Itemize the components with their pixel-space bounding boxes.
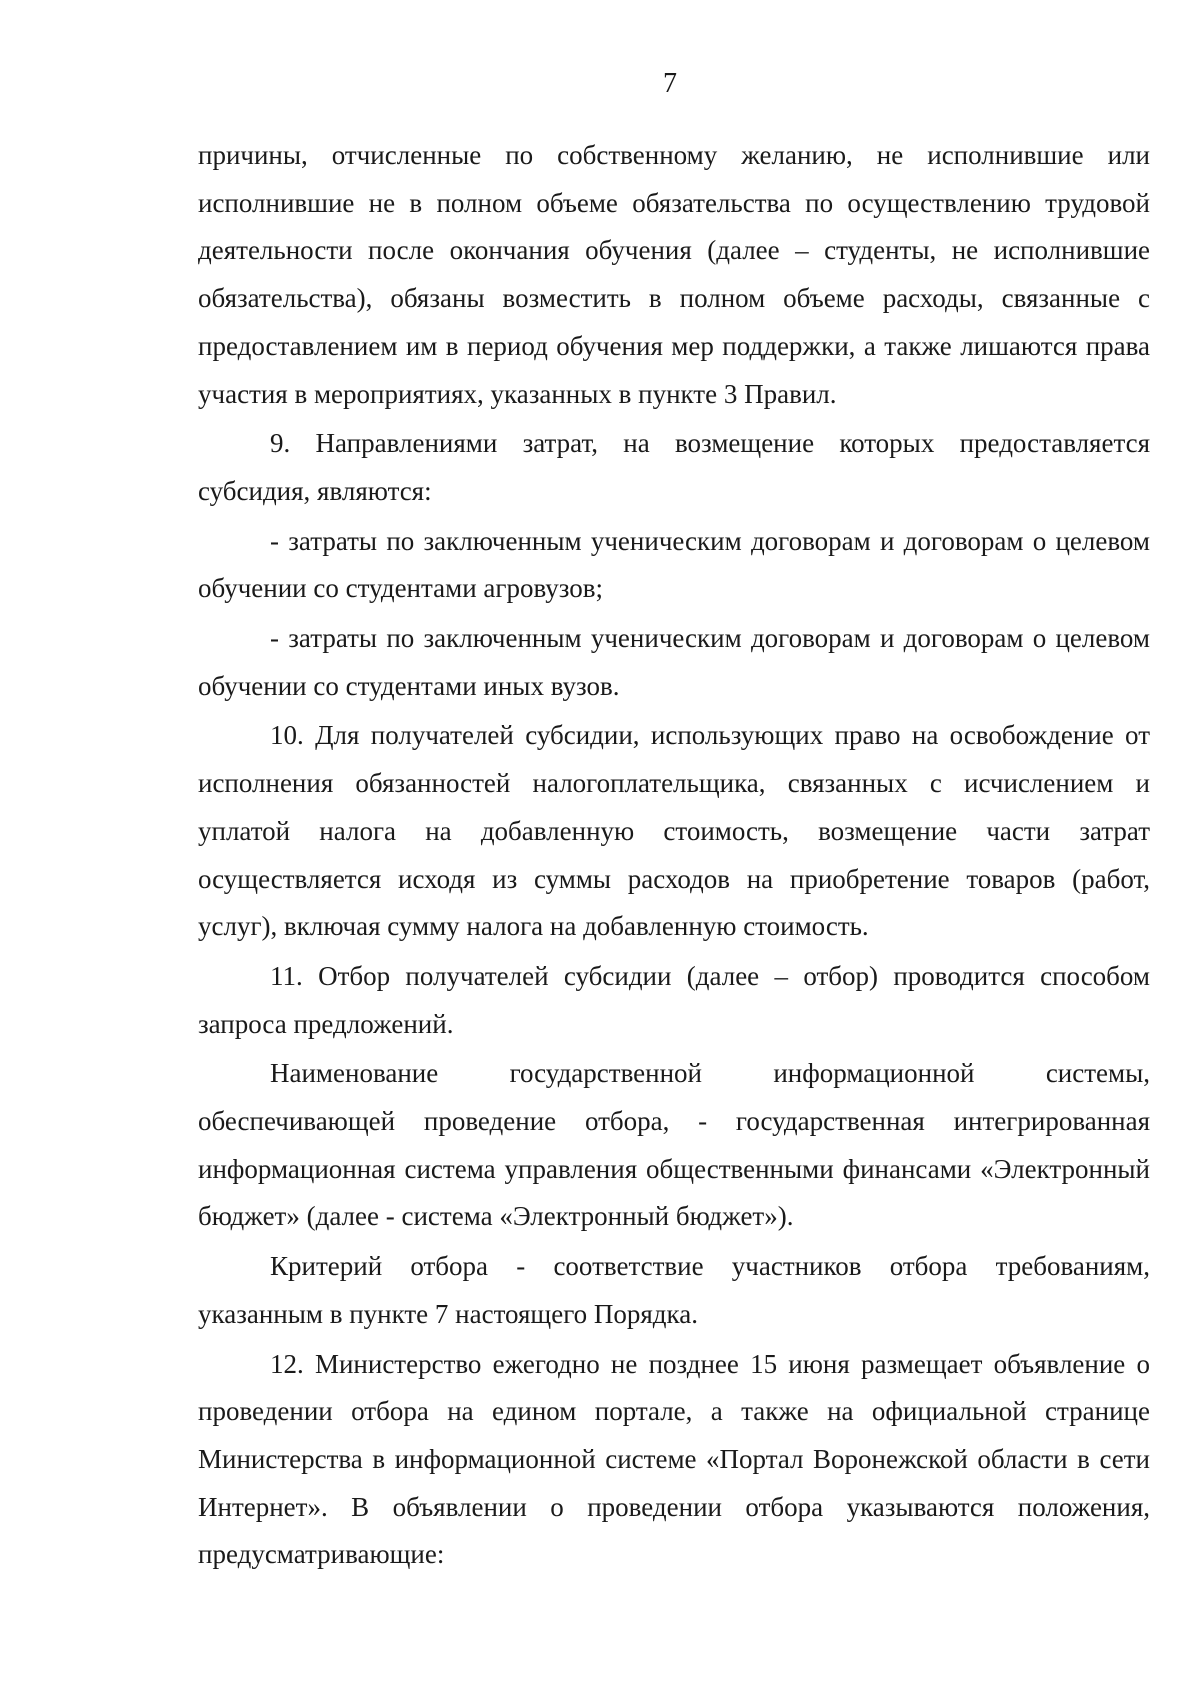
page-number: 7 — [663, 68, 677, 99]
paragraph-item-9: 9. Направлениями затрат, на возмещение которых предоставляется субсидия, являются: — [198, 428, 1150, 506]
paragraph-bullet-agro-universities: - затраты по заключенным ученическим договорам и договорам о целевом обучении со студентами агровузов; — [198, 525, 1150, 604]
paragraph-selection-criterion: Критерий отбора - соответствие участников отбора требованиям, указанным в пункте 7 настоящего Порядка. — [198, 1251, 1150, 1329]
paragraph-information-system: Наименование государственной информационной системы, обеспечивающей проведение отбора, - государственная интегрированная информационная система управления общественными финансами «Электронный бюджет» (далее - система «Электронный бюджет»). — [198, 1058, 1150, 1232]
paragraph-bullet-other-universities: - затраты по заключенным ученическим договорам и договорам о целевом обучении со студентами иных вузов. — [198, 623, 1150, 701]
paragraph-item-12: 12. Министерство ежегодно не позднее 15 июня размещает объявление о проведении отбора на едином портале, а также на официальной странице Министерства в информационной системе «Портал Воронежской области в сети Интернет». В объявлении о проведении отбора указываются положения, предусматривающие: — [198, 1348, 1150, 1570]
document-body — [198, 132, 1150, 1579]
paragraph-item-10: 10. Для получателей субсидии, использующих право на освобождение от исполнения обязанностей налогоплательщика, связанных с исчислением и уплатой налога на добавленную стоимость, возмещение части затрат осуществляется исходя из суммы расходов на приобретение товаров (работ, услуг), включая сумму налога на добавленную стоимость. — [198, 720, 1150, 942]
paragraph-continuation: причины, отчисленные по собственному желанию, не исполнившие или исполнившие не в полном объеме обязательства по осуществлению трудовой деятельности после окончания обучения (далее – студенты, не исполнившие обязательства), обязаны возместить в полном объеме расходы, связанные с предоставлением им в период обучения мер поддержки, а также лишаются права участия в мероприятиях, указанных в пункте 3 Правил. — [198, 140, 1150, 409]
paragraph-item-11: 11. Отбор получателей субсидии (далее – отбор) проводится способом запроса предложений. — [198, 960, 1150, 1039]
